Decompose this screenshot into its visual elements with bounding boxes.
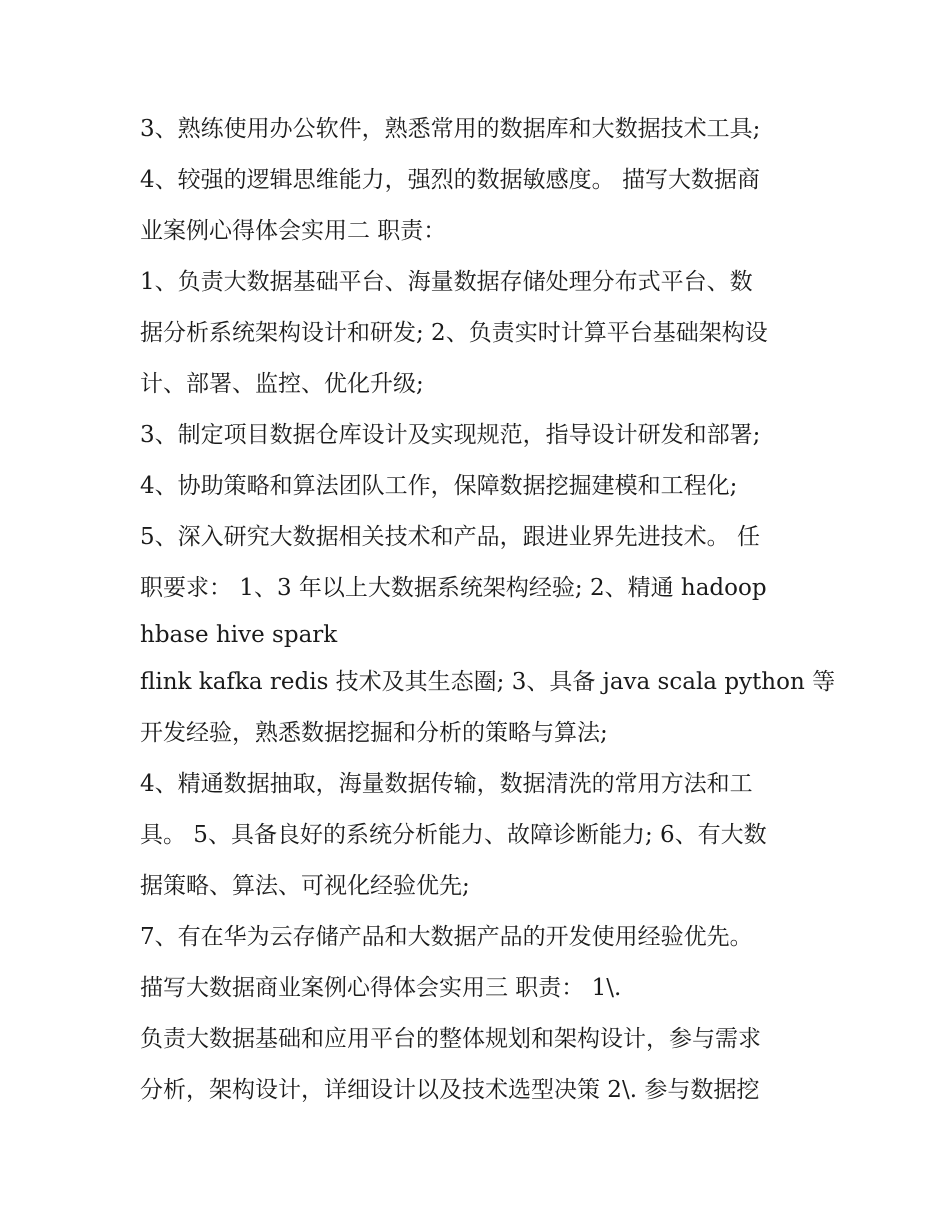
text-line: flink kafka redis 技术及其生态圈; 3、具备 java scala python 等 (140, 669, 836, 695)
document-body (140, 109, 836, 1121)
text-line: 5、深入研究大数据相关技术和产品，跟进业界先进技术。 任 (140, 524, 760, 550)
text-line: 1、负责大数据基础平台、海量数据存储处理分布式平台、数 (140, 269, 753, 295)
text-line: 开发经验，熟悉数据挖掘和分析的策略与算法; (140, 720, 608, 746)
text-line: 3、熟练使用办公软件，熟悉常用的数据库和大数据技术工具; (140, 116, 761, 142)
text-line: 4、精通数据抽取，海量数据传输，数据清洗的常用方法和工 (140, 771, 753, 797)
text-line: 负责大数据基础和应用平台的整体规划和架构设计，参与需求 (140, 1026, 761, 1052)
text-line: 具。 5、具备良好的系统分析能力、故障诊断能力; 6、有大数 (140, 822, 767, 848)
text-line: 描写大数据商业案例心得体会实用三 职责： 1\. (140, 975, 622, 1001)
text-line: 职要求： 1、3 年以上大数据系统架构经验; 2、精通 hadoop (140, 575, 767, 601)
text-line: 4、协助策略和算法团队工作，保障数据挖掘建模和工程化; (140, 473, 738, 499)
text-line: 分析，架构设计，详细设计以及技术选型决策 2\. 参与数据挖 (140, 1077, 760, 1103)
text-line: 业案例心得体会实用二 职责： (140, 218, 447, 244)
text-line: 据分析系统架构设计和研发; 2、负责实时计算平台基础架构设 (140, 320, 768, 346)
text-line: hbase hive spark (140, 622, 338, 648)
text-line: 据策略、算法、可视化经验优先; (140, 873, 470, 899)
text-line: 计、部署、监控、优化升级; (140, 371, 424, 397)
text-line: 7、有在华为云存储产品和大数据产品的开发使用经验优先。 (140, 924, 753, 950)
text-line: 3、制定项目数据仓库设计及实现规范，指导设计研发和部署; (140, 422, 761, 448)
text-line: 4、较强的逻辑思维能力，强烈的数据敏感度。 描写大数据商 (140, 167, 760, 193)
